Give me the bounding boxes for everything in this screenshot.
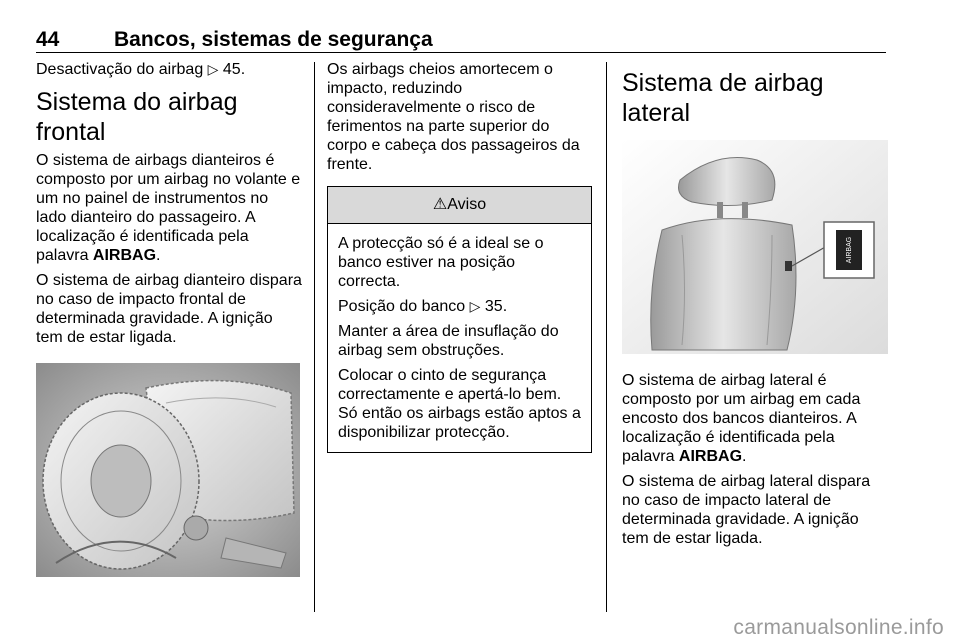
- warning-p3: Manter a área de insuflação do airbag sem obstruções.: [338, 323, 559, 359]
- page-header: [36, 28, 886, 53]
- column-2: [327, 60, 592, 453]
- column-3: [622, 60, 888, 554]
- warning-p1: A protecção só é a ideal se o banco estiver na posição correcta.: [338, 235, 544, 290]
- frontal-airbag-para2: O sistema de airbag dianteiro dispara no caso de impacto frontal de determinada gravidade. A ignição tem de estar ligada.: [36, 272, 302, 346]
- warning-p4: Colocar o cinto de segurança correctamente e apertá-lo bem. Só então os airbags estão aptos a disponibilizar protecção.: [338, 367, 581, 441]
- airbag-effect-paragraph: Os airbags cheios amortecem o impacto, reduzindo consideravelmente o risco de ferimentos na parte superior do corpo e cabeça dos passageiros da frente.: [327, 61, 580, 173]
- watermark: carmanualsonline.info: [733, 616, 944, 639]
- warning-box: [327, 186, 592, 453]
- frontal-airbag-para1: [36, 151, 302, 265]
- airbag-word: AIRBAG: [678, 448, 743, 465]
- warning-p2-ref-link[interactable]: 35.: [484, 298, 508, 315]
- lateral-airbag-para2: O sistema de airbag lateral dispara no caso de impacto lateral de determinada gravidade. A ignição tem de estar ligada.: [622, 473, 871, 547]
- intro-paragraph: [36, 60, 302, 79]
- para1-end: .: [156, 247, 161, 264]
- page-number: 44: [36, 28, 60, 51]
- chapter-title: Bancos, sistemas de segurança: [114, 28, 433, 51]
- column-divider-2: [606, 62, 607, 612]
- intro-text: Desactivação do airbag: [36, 61, 204, 78]
- warning-p2: [338, 297, 581, 316]
- seat-airbag-label: AIRBAG: [845, 236, 853, 264]
- column-divider-1: [314, 62, 315, 612]
- warning-body: [328, 224, 591, 452]
- intro-ref-link[interactable]: 45.: [222, 61, 246, 78]
- para1-end: .: [742, 448, 747, 465]
- warning-header: [328, 187, 591, 224]
- airbag-word: AIRBAG: [92, 247, 157, 264]
- page-reference-icon: ▷: [207, 61, 219, 77]
- warning-p2-text: Posição do banco: [338, 298, 466, 315]
- para1-text: O sistema de airbag lateral é composto por um airbag em cada encosto dos bancos dianteiros. A localização é identificada pela palavra: [622, 372, 861, 465]
- frontal-airbag-heading: Sistema do airbag frontal: [36, 88, 238, 146]
- frontal-airbag-illustration: [36, 363, 300, 577]
- warning-triangle-icon: ⚠: [432, 196, 448, 213]
- lateral-airbag-para1: [622, 371, 888, 466]
- page-reference-icon: ▷: [469, 298, 481, 314]
- para1-text: O sistema de airbags dianteiros é composto por um airbag no volante e um no painel de instrumentos no lado dianteiro do passageiro. A localização é identificada pela palavra: [36, 152, 301, 264]
- column-1: [36, 60, 302, 582]
- lateral-airbag-seat-illustration: [622, 140, 888, 354]
- lateral-airbag-heading: Sistema de airbag lateral: [622, 69, 824, 127]
- warning-title: Aviso: [447, 196, 487, 213]
